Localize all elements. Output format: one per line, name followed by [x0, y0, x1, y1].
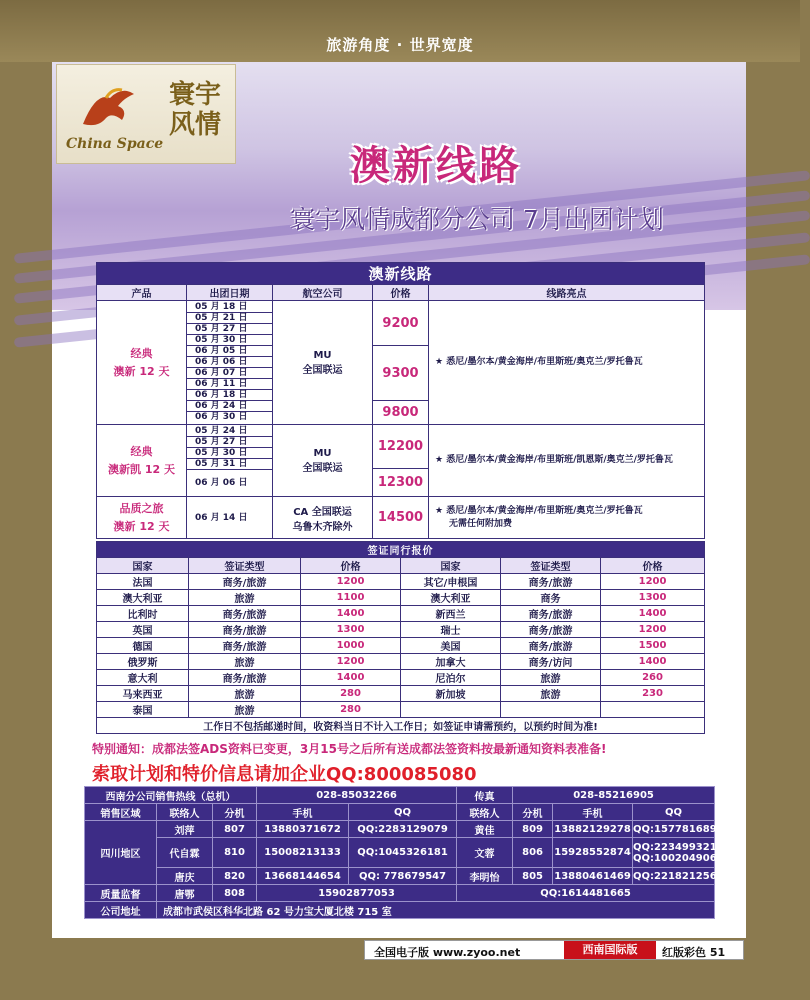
contact-col-region: 销售区域: [85, 804, 157, 821]
route-row: [97, 497, 705, 539]
hero-title: 澳新线路: [350, 143, 522, 189]
header-tagline: 旅游角度 · 世界宽度: [326, 36, 474, 54]
contact-col-mobile: 手机: [553, 804, 633, 821]
hero-subtitle: 寰宇风情成都分公司 7月出团计划: [290, 205, 664, 234]
contact-row: 四川地区 刘萍 807 13880371672 QQ:2283129079 黄佳 809 13882129278 QQ:1577816896: [85, 821, 715, 838]
airline-cell: CA 全国联运 乌鲁木齐除外: [273, 497, 373, 539]
contact-col-qq: QQ: [349, 804, 457, 821]
logo-english: China Space: [66, 136, 164, 152]
contact-col-qq: QQ: [633, 804, 715, 821]
table-row: 澳大利亚 旅游 1100 澳大利亚 商务 1300: [97, 590, 705, 606]
visa-col-type: 签证类型: [501, 558, 601, 574]
contact-col-ext: 分机: [213, 804, 257, 821]
dates-cell: 06 月 14 日: [187, 497, 273, 539]
visa-col-price: 价格: [301, 558, 401, 574]
contact-table: [84, 786, 724, 919]
logo-chinese: 寰宇风情: [168, 80, 221, 140]
highlight-cell: ★ 悉尼/墨尔本/黄金海岸/布里斯班/凯恩斯/奥克兰/罗托鲁瓦: [429, 425, 705, 497]
contact-col-mobile: 手机: [257, 804, 349, 821]
table-row: 法国 商务/旅游 1200 其它/申根国 商务/旅游 1200: [97, 574, 705, 590]
fax-label: 传真: [457, 787, 513, 804]
visa-table: [96, 541, 705, 734]
price-cell: 9200 9300 9800: [373, 301, 429, 425]
dragon-logo-icon: [78, 84, 138, 130]
qq-multi-cell: QQ:2234993219 QQ:1002049067: [633, 838, 715, 868]
address-row: 公司地址 成都市武侯区科华北路 62 号力宝大厦北楼 715 室: [85, 902, 715, 919]
contact-row: 唐庆 820 13668144654 QQ: 778679547 李明怡 805 13880461469 QQ:2218212565: [85, 868, 715, 885]
footer-website[interactable]: 全国电子版 www.zyoo.net: [374, 946, 521, 959]
table-row: 意大利 商务/旅游 1400 尼泊尔 旅游 260: [97, 670, 705, 686]
product-cell: 经典 澳新 12 天: [97, 301, 187, 425]
col-airline: 航空公司: [273, 285, 373, 301]
price-cell: 14500: [373, 497, 429, 539]
fax-number: 028-85216905: [513, 787, 715, 804]
route-row: [97, 425, 705, 497]
footer-badge: 西南国际版: [564, 941, 656, 959]
contact-row: 代自霖 810 15008213133 QQ:1045326181 文蓉 806 15928552874 QQ:2234993219 QQ:1002049067: [85, 838, 715, 868]
quality-row: 质量监督 唐鄂 808 15902877053 QQ:1614481665: [85, 885, 715, 902]
visa-col-country: 国家: [97, 558, 189, 574]
table-row: 泰国 旅游 280: [97, 702, 705, 718]
visa-note: 工作日不包括邮递时间，收资料当日不计入工作日；如签证申请需预约，以预约时间为准!: [97, 718, 705, 734]
special-notice: 特别通知：成都法签ADS资料已变更，3月15号之后所有送成都法签资料按最新通知资料表准备!: [92, 742, 607, 756]
qq-promo: 索取计划和特价信息请加企业QQ:800085080: [92, 764, 477, 785]
visa-col-country: 国家: [401, 558, 501, 574]
visa-col-type: 签证类型: [189, 558, 301, 574]
table-row: 英国 商务/旅游 1300 瑞士 商务/旅游 1200: [97, 622, 705, 638]
dates-cell: 05 月 18 日 05 月 21 日 05 月 27 日 05 月 30 日 06 月 05 日 06 月 06 日 06 月 07 日 06 月 11 日 06 月 18 日 06 月 24 日 06 月 30 日: [187, 301, 273, 425]
region-cell: 四川地区: [85, 821, 157, 885]
product-cell: 品质之旅 澳新 12 天: [97, 497, 187, 539]
col-product: 产品: [97, 285, 187, 301]
table-row: 俄罗斯 旅游 1200 加拿大 商务/访问 1400: [97, 654, 705, 670]
route-section-title: 澳新线路: [97, 263, 705, 285]
highlight-cell: ★ 悉尼/墨尔本/黄金海岸/布里斯班/奥克兰/罗托鲁瓦 无需任何附加费: [429, 497, 705, 539]
dates-cell: 05 月 24 日 05 月 27 日 05 月 30 日 05 月 31 日 06 月 06 日: [187, 425, 273, 497]
price-cell: 12200 12300: [373, 425, 429, 497]
contact-col-person: 联络人: [157, 804, 213, 821]
table-row: 比利时 商务/旅游 1400 新西兰 商务/旅游 1400: [97, 606, 705, 622]
col-date: 出团日期: [187, 285, 273, 301]
airline-cell: MU 全国联运: [273, 425, 373, 497]
route-table: [96, 262, 705, 539]
contact-col-person: 联络人: [457, 804, 513, 821]
highlight-cell: ★ 悉尼/墨尔本/黄金海岸/布里斯班/奥克兰/罗托鲁瓦: [429, 301, 705, 425]
visa-section-title: 签证同行报价: [97, 542, 705, 558]
airline-cell: MU 全国联运: [273, 301, 373, 425]
table-row: 马来西亚 旅游 280 新加坡 旅游 230: [97, 686, 705, 702]
col-price: 价格: [373, 285, 429, 301]
contact-col-ext: 分机: [513, 804, 553, 821]
table-row: 德国 商务/旅游 1000 美国 商务/旅游 1500: [97, 638, 705, 654]
visa-col-price: 价格: [601, 558, 705, 574]
product-cell: 经典 澳新凯 12 天: [97, 425, 187, 497]
hotline-label: 西南分公司销售热线（总机）: [85, 787, 257, 804]
col-highlight: 线路亮点: [429, 285, 705, 301]
footer-page: 红版彩色 51: [662, 946, 726, 959]
hotline-number: 028-85032266: [257, 787, 457, 804]
route-row: [97, 301, 705, 425]
